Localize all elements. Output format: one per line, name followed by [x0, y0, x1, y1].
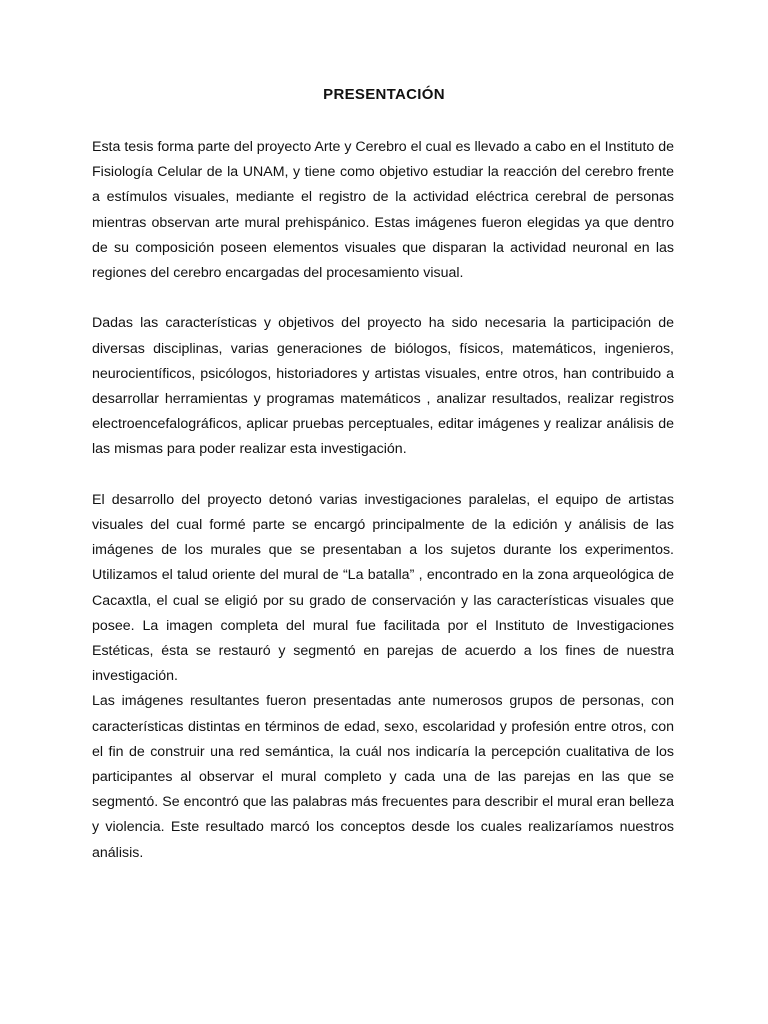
- paragraph-1: Esta tesis forma parte del proyecto Arte y Cerebro el cual es llevado a cabo en el Instituto de Fisiología Celular de la UNAM, y tiene como objetivo estudiar la reacción del cerebro frente a estímulos visuales, mediante el registro de la actividad eléctrica cerebral de personas mientras observan arte mural prehispánico. Estas imágenes fueron elegidas ya que dentro de su composición poseen elementos visuales que disparan la actividad neuronal en las regiones del cerebro encargadas del procesamiento visual.: [92, 139, 675, 282]
- paragraph-4: Las imágenes resultantes fueron presentadas ante numerosos grupos de personas, con características distintas en términos de edad, sexo, escolaridad y profesión entre otros, con el fin de construir una red semántica, la cuál nos indicaría la percepción cualitativa de los participantes al observar el mural completo y cada una de las parejas en las que se segmentó. Se encontró que las palabras más frecuentes para describir el mural eran belleza y violencia. Este resultado marcó los conceptos desde los cuales realizaríamos nuestros análisis.: [92, 693, 674, 861]
- page-title: PRESENTACIÓN: [323, 86, 445, 103]
- paragraph-2: Dadas las características y objetivos del proyecto ha sido necesaria la participación de diversas disciplinas, varias generaciones de biólogos, físicos, matemáticos, ingenieros, neurocientíficos, psicólogos, historiadores y artistas visuales, entre otros, han contribuido a desarrollar herramientas y programas matemáticos , analizar resultados, realizar registros electroencefalográficos, aplicar pruebas perceptuales, editar imágenes y realizar análisis de las mismas para poder realizar esta investigación.: [92, 315, 674, 458]
- document-body: [92, 135, 674, 866]
- paragraph-3: El desarrollo del proyecto detonó varias investigaciones paralelas, el equipo de artistas visuales del cual formé parte se encargó principalmente de la edición y análisis de las imágenes de los murales que se presentaban a los sujetos durante los experimentos. Utilizamos el talud oriente del mural de “La batalla” , encontrado en la zona arqueológica de Cacaxtla, el cual se eligió por su grado de conservación y las características visuales que posee. La imagen completa del mural fue facilitada por el Instituto de Investigaciones Estéticas, ésta se restauró y segmentó en parejas de acuerdo a los fines de nuestra investigación.: [92, 491, 674, 685]
